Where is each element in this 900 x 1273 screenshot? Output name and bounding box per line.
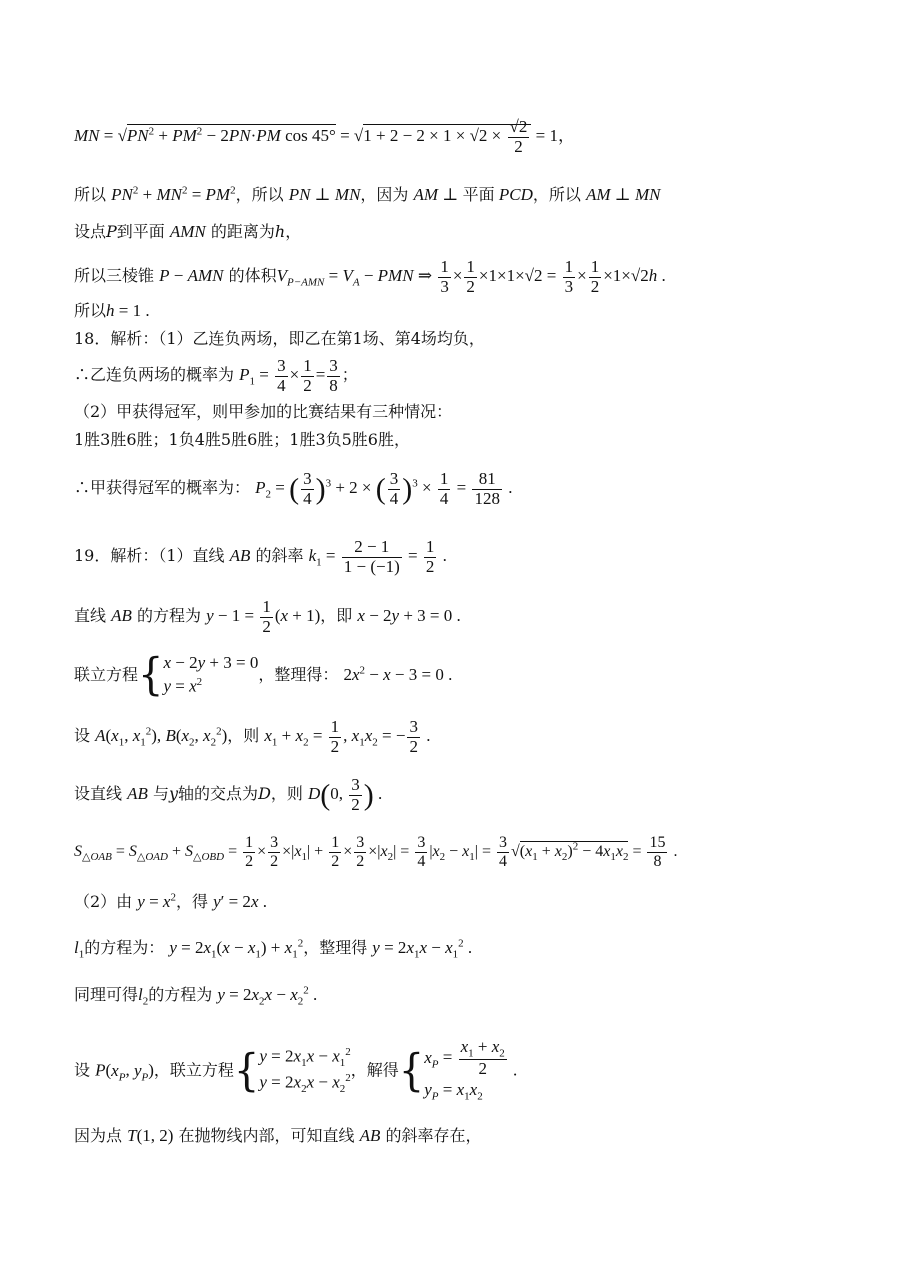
text-line-9: 1胜3胜6胜；1负4胜5胜6胜；1胜3负5胜6胜， <box>74 430 410 449</box>
text-line-3: 设点P到平面 AMN 的距离为h， <box>74 222 302 241</box>
text-line-21: 因为点 T(1, 2) 在抛物线内部，可知直线 AB 的斜率存在， <box>74 1126 482 1145</box>
math-line-1: MN = $√PN^2 + PM^2 - 2PN\cdot PM$ cos 45° = √1 + 2 − 2 × 1 × √2 × $\frac{√2}{2}$ = 1， <box>74 117 575 156</box>
text-line-8: （2）甲获得冠军，则甲参加的比赛结果有三种情况： <box>74 402 453 421</box>
text-line-17: （2）由 $y = x^2$，得 y′ = 2x . <box>74 891 267 911</box>
text-line-18: $l_1$的方程为： $y = 2x_1(x - x_1) + x_1^2$，整理得 $y = 2x_1x - x_1^2$ . <box>74 937 473 961</box>
text-line-5: 所以h = 1 . <box>74 301 150 320</box>
math-line-16: $S_{\triangle OAB} = S_{\triangle OAD} + S_{\triangle OBD}$ = $\frac{1}{2}$ × $\frac{3}{2}$ $\times|x_1|$ + $\frac{1}{2}$ × $\frac{3}{2}$ $\times|x_2|$ = $\frac{3}{4}$ $|x_2 - x_1|$ = $\frac{3}{4}$ $√(x_1 + x_2)^2 - 4x_1x_2$ = $\frac{15}{8}$ . <box>74 834 678 870</box>
text-line-15: 设直线 AB 与y轴的交点为D，则 D(0, $\frac{3}{2}$ ) . <box>74 775 383 814</box>
text-line-13: 联立方程{ x − 2y + 3 = 0 $y = x^2$ ，整理得： $2x^2 - x - 3 = 0$ . <box>74 649 453 701</box>
text-line-19: 同理可得$l_2$的方程为 $y = 2x_2x - x_2^2$ . <box>74 984 318 1008</box>
text-line-2: 所以 $PN^2 + MN^2 = PM^2$，所以 PN ⊥ MN，因为 AM ⊥ 平面 PCD，所以 AM ⊥ MN <box>74 184 661 204</box>
text-line-12: 直线 AB 的方程为 y − 1 = $\frac{1}{2}$ (x + 1)，即 x − 2y + 3 = 0 . <box>74 597 461 636</box>
text-line-4: 所以三棱锥 P − AMN 的体积$V_{P-AMN} = V_A$ − PMN ⇒ $\frac{1}{3}$ × $\frac{1}{2}$ ×1×1×√2 = $\frac{1}{3}$ × $\frac{1}{2}$ ×1×√2h . <box>74 257 666 296</box>
text-line-6: 18．解析：（1）乙连负两场，即乙在第1场、第4场均负， <box>74 329 485 348</box>
text-line-20: 设 $P(x_P$, $y_P$)，联立方程{ $y = 2x_1x - x_1^2$ $y = 2x_2x - x_2^2$ ，解得{ $x_P$ = $\frac{x_1 + x_2}{2}$ $y_P = x_1x_2$ . <box>74 1037 518 1103</box>
text-line-10: ∴甲获得冠军的概率为： $P_2$ = ( $\frac{3}{4}$ )$^3$ + 2 × ( $\frac{3}{4}$ )$^3$ × $\frac{1}{4}$ = $\frac{81}{128}$ . <box>74 469 513 508</box>
text-line-11: 19．解析：（1）直线 AB 的斜率 $k_1$ = $\frac{2 - 1}{1 - (-1)}$ = $\frac{1}{2}$ . <box>74 537 447 576</box>
text-line-14: 设 $A(x_1$, $x_1^2$), $B(x_2$, $x_2^2$)，则 $x_1 + x_2$ = $\frac{1}{2}$ , $x_1x_2$ = − $\frac{3}{2}$ . <box>74 717 431 756</box>
text-line-7: ∴乙连负两场的概率为 $P_1$ = $\frac{3}{4}$ × $\frac{1}{2}$ = $\frac{3}{8}$ ； <box>74 356 358 395</box>
